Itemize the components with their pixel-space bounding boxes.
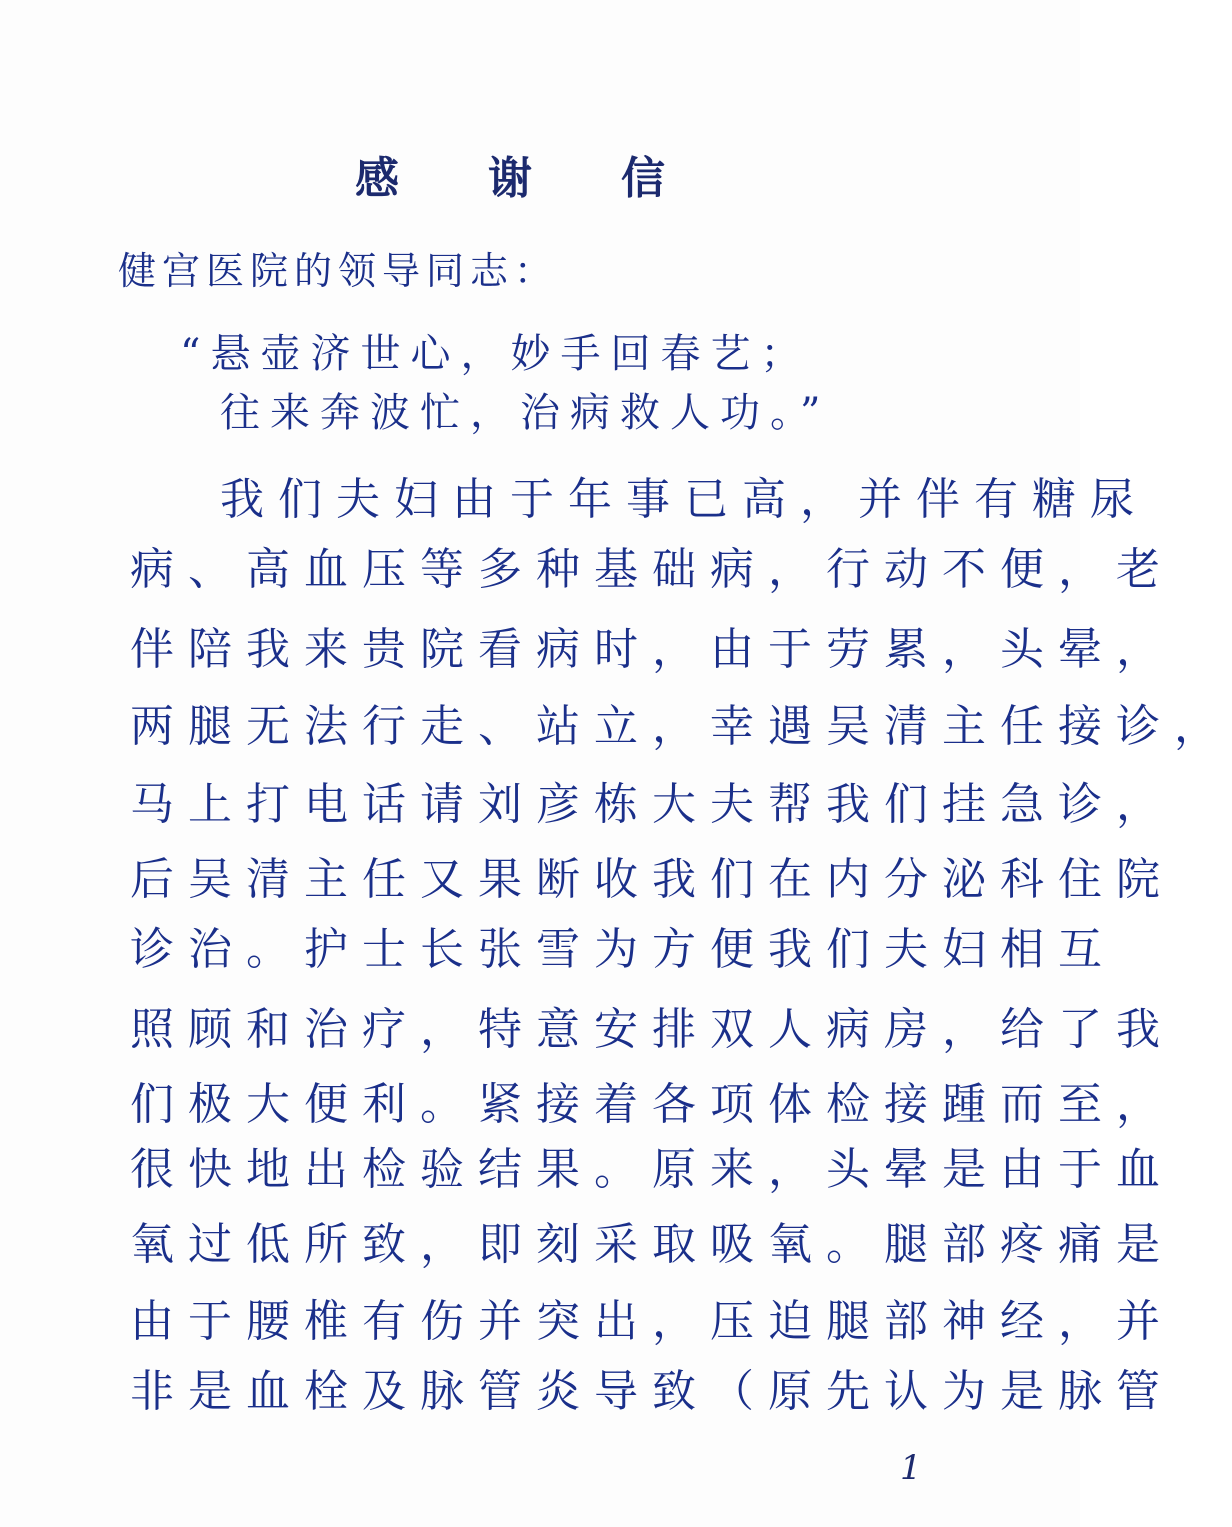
poem-line-2: 往来奔波忙，治病救人功。” (220, 390, 831, 436)
title-char-2: 谢 (488, 153, 532, 204)
body-line-6: 后吴清主任又果断收我们在内分泌科住院 (130, 854, 1174, 905)
body-line-4: 两腿无法行走、站立，幸遇吴清主任接诊， (130, 701, 1232, 752)
body-line-12: 由于腰椎有伤并突出，压迫腿部神经，并 (130, 1296, 1174, 1347)
letter-title (355, 142, 665, 206)
title-char-1: 感 (355, 153, 399, 204)
salutation: 健宫医院的领导同志： (118, 249, 559, 293)
title-char-3: 信 (621, 153, 665, 204)
poem-line-1: “悬壶济世心，妙手回春艺； (180, 331, 811, 377)
body-line-5: 马上打电话请刘彦栋大夫帮我们挂急诊， (130, 779, 1174, 830)
body-line-3: 伴陪我来贵院看病时，由于劳累，头晕， (130, 624, 1174, 675)
body-line-7: 诊治。护士长张雪为方便我们夫妇相互 (130, 924, 1116, 975)
body-line-9: 们极大便利。紧接着各项体检接踵而至， (130, 1079, 1174, 1130)
body-line-2: 病、高血压等多种基础病，行动不便，老 (130, 544, 1174, 595)
page-number: 1 (900, 1448, 922, 1488)
body-line-1: 我们夫妇由于年事已高，并伴有糖尿 (220, 474, 1148, 525)
body-line-8: 照顾和治疗，特意安排双人病房，给了我 (130, 1004, 1174, 1055)
body-line-11: 氧过低所致，即刻采取吸氧。腿部疼痛是 (130, 1219, 1174, 1270)
body-line-13: 非是血栓及脉管炎导致（原先认为是脉管 (130, 1366, 1174, 1417)
body-line-10: 很快地出检验结果。原来，头晕是由于血 (130, 1144, 1174, 1195)
